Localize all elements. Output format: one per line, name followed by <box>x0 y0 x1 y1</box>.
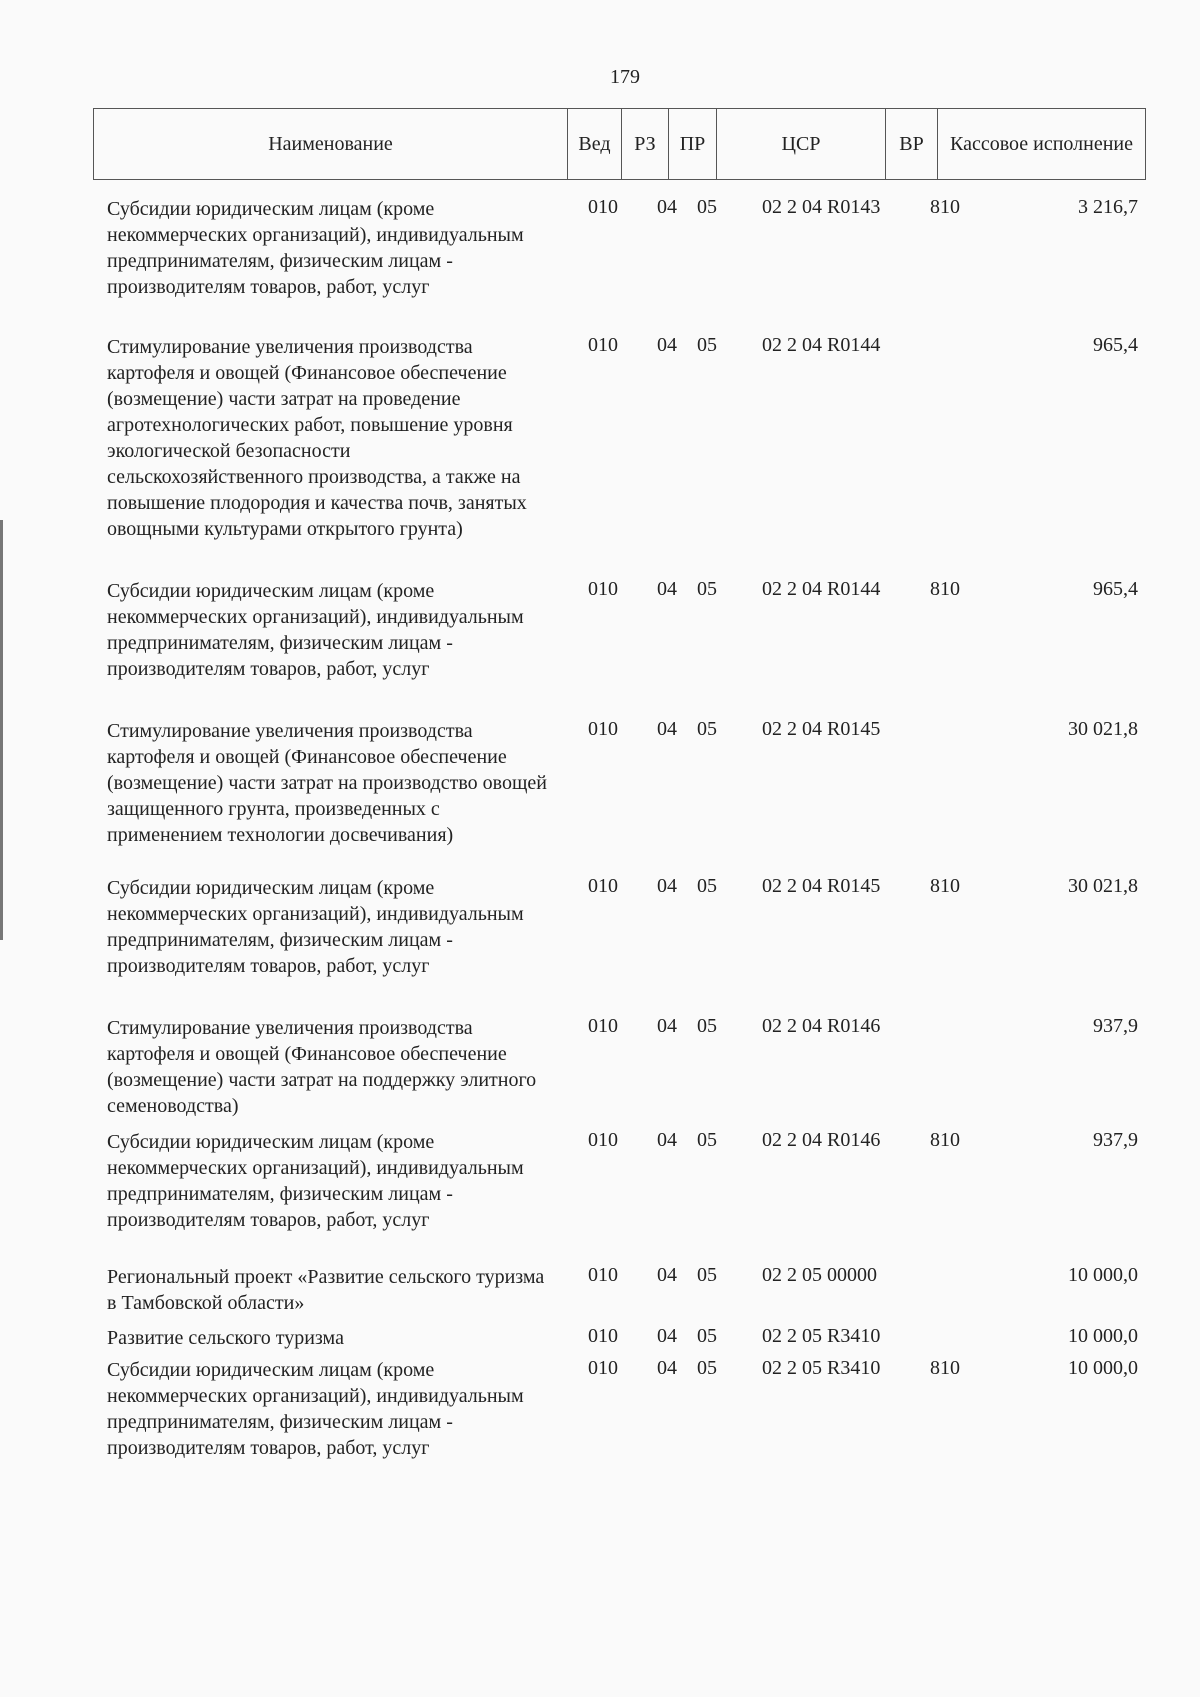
row-vr: 810 <box>930 578 960 600</box>
row-amount: 10 000,0 <box>1068 1357 1138 1379</box>
row-amount: 937,9 <box>1093 1129 1138 1151</box>
row-csr: 02 2 04 R0143 <box>762 196 881 218</box>
row-ved: 010 <box>588 718 618 740</box>
row-rz: 04 <box>657 1357 677 1379</box>
row-vr: 810 <box>930 196 960 218</box>
row-csr: 02 2 04 R0146 <box>762 1015 881 1037</box>
row-ved: 010 <box>588 1129 618 1151</box>
row-ved: 010 <box>588 1015 618 1037</box>
row-amount: 965,4 <box>1093 578 1138 600</box>
row-pr: 05 <box>697 334 717 356</box>
row-ved: 010 <box>588 1325 618 1347</box>
row-ved: 010 <box>588 334 618 356</box>
row-amount: 30 021,8 <box>1068 718 1138 740</box>
row-rz: 04 <box>657 718 677 740</box>
row-pr: 05 <box>697 1357 717 1379</box>
header-ved: Вед <box>568 109 622 179</box>
scan-edge-mark <box>0 520 3 940</box>
row-vr: 810 <box>930 875 960 897</box>
row-ved: 010 <box>588 1357 618 1379</box>
row-rz: 04 <box>657 1325 677 1347</box>
header-name: Наименование <box>94 109 568 179</box>
page-number: 179 <box>610 66 640 88</box>
row-amount: 965,4 <box>1093 334 1138 356</box>
row-name: Субсидии юридическим лицам (кроме некоммерческих организаций), индивидуальным предпринимателям, физическим лицам - производителям товаров, работ, услуг <box>107 198 524 298</box>
row-amount: 3 216,7 <box>1078 196 1138 218</box>
header-csr: ЦСР <box>717 109 886 179</box>
row-ved: 010 <box>588 196 618 218</box>
row-name: Стимулирование увеличения производства картофеля и овощей (Финансовое обеспечение (возмещение) части затрат на проведение агротехнологических работ, повышение уровня экологической безопасности сельскохозяйственного производства, а также на повышение плодородия и качества почв, занятых овощными культурами открытого грунта) <box>107 336 527 540</box>
row-csr: 02 2 05 R3410 <box>762 1357 881 1379</box>
row-csr: 02 2 05 R3410 <box>762 1325 881 1347</box>
row-name: Субсидии юридическим лицам (кроме некоммерческих организаций), индивидуальным предпринимателям, физическим лицам - производителям товаров, работ, услуг <box>107 1359 524 1459</box>
row-vr: 810 <box>930 1129 960 1151</box>
row-pr: 05 <box>697 1129 717 1151</box>
row-rz: 04 <box>657 578 677 600</box>
row-pr: 05 <box>697 1015 717 1037</box>
row-pr: 05 <box>697 718 717 740</box>
row-amount: 30 021,8 <box>1068 875 1138 897</box>
row-ved: 010 <box>588 875 618 897</box>
row-ved: 010 <box>588 578 618 600</box>
row-pr: 05 <box>697 196 717 218</box>
row-rz: 04 <box>657 1129 677 1151</box>
row-pr: 05 <box>697 1264 717 1286</box>
row-rz: 04 <box>657 1264 677 1286</box>
row-rz: 04 <box>657 196 677 218</box>
row-name: Субсидии юридическим лицам (кроме некоммерческих организаций), индивидуальным предпринимателям, физическим лицам - производителям товаров, работ, услуг <box>107 580 524 680</box>
row-name: Стимулирование увеличения производства картофеля и овощей (Финансовое обеспечение (возмещение) части затрат на производство овощей защищенного грунта, произведенных с применением технологии досвечивания) <box>107 720 547 846</box>
row-pr: 05 <box>697 1325 717 1347</box>
row-rz: 04 <box>657 875 677 897</box>
header-vr: ВР <box>886 109 938 179</box>
row-csr: 02 2 04 R0145 <box>762 718 881 740</box>
header-amount: Кассовое исполнение <box>950 132 1133 155</box>
row-name: Развитие сельского туризма <box>107 1327 344 1349</box>
row-name: Стимулирование увеличения производства картофеля и овощей (Финансовое обеспечение (возмещение) части затрат на поддержку элитного семеноводства) <box>107 1017 537 1117</box>
row-rz: 04 <box>657 1015 677 1037</box>
row-name: Субсидии юридическим лицам (кроме некоммерческих организаций), индивидуальным предпринимателям, физическим лицам - производителям товаров, работ, услуг <box>107 1131 524 1231</box>
row-amount: 10 000,0 <box>1068 1264 1138 1286</box>
table-header <box>93 108 1146 180</box>
row-pr: 05 <box>697 578 717 600</box>
row-amount: 937,9 <box>1093 1015 1138 1037</box>
row-csr: 02 2 05 00000 <box>762 1264 877 1286</box>
row-rz: 04 <box>657 334 677 356</box>
row-csr: 02 2 04 R0144 <box>762 334 881 356</box>
row-name: Региональный проект «Развитие сельского туризма в Тамбовской области» <box>107 1266 545 1314</box>
header-pr: ПР <box>669 109 717 179</box>
row-csr: 02 2 04 R0145 <box>762 875 881 897</box>
row-vr: 810 <box>930 1357 960 1379</box>
row-amount: 10 000,0 <box>1068 1325 1138 1347</box>
row-csr: 02 2 04 R0146 <box>762 1129 881 1151</box>
row-ved: 010 <box>588 1264 618 1286</box>
header-rz: РЗ <box>622 109 669 179</box>
row-pr: 05 <box>697 875 717 897</box>
row-name: Субсидии юридическим лицам (кроме некоммерческих организаций), индивидуальным предпринимателям, физическим лицам - производителям товаров, работ, услуг <box>107 877 524 977</box>
row-csr: 02 2 04 R0144 <box>762 578 881 600</box>
